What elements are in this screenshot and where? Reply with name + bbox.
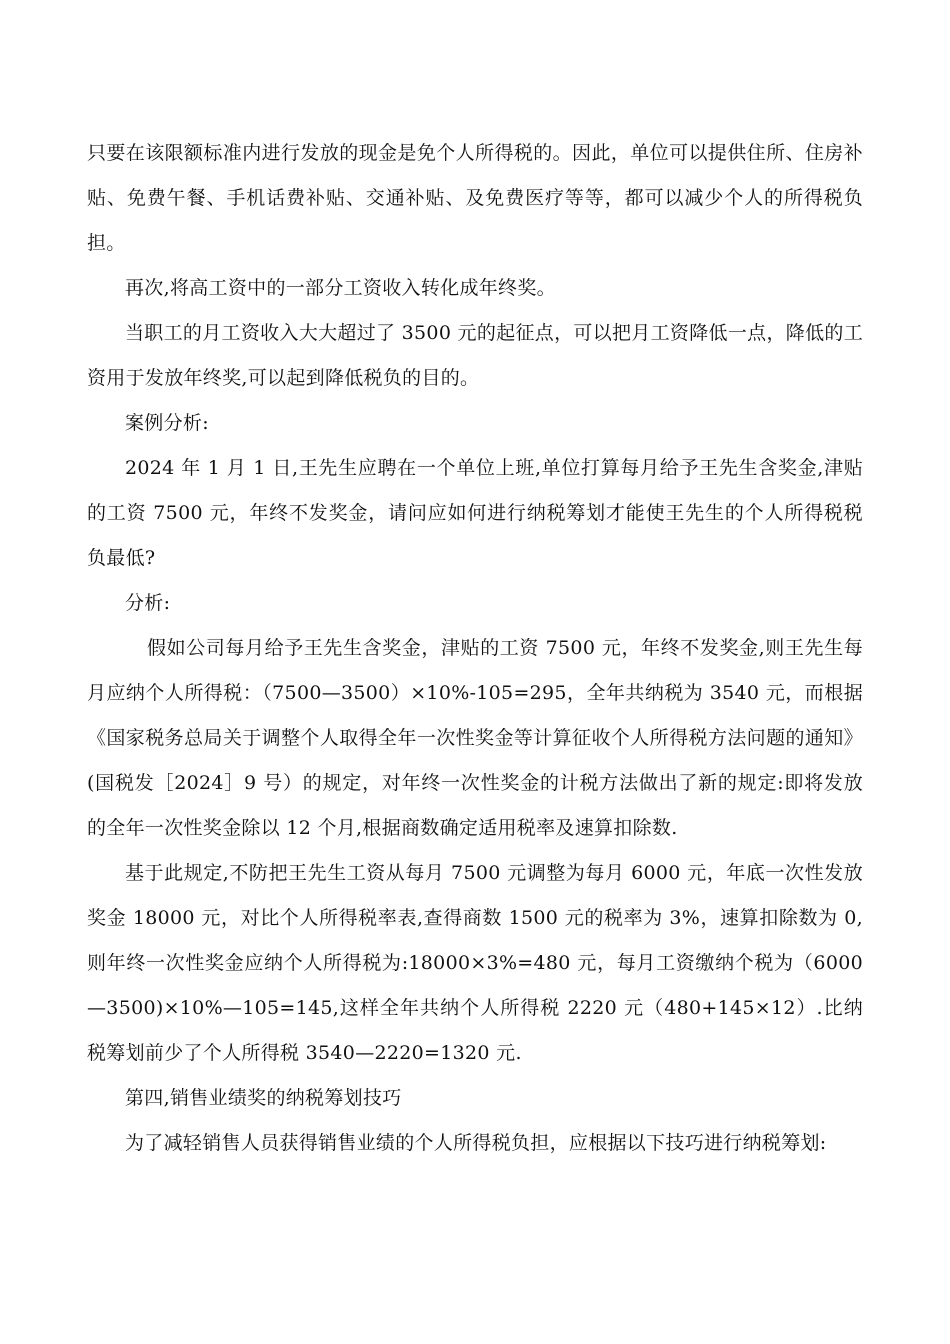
paragraph-salary-reduction: 当职工的月工资收入大大超过了 3500 元的起征点，可以把月工资降低一点，降低的工资用于发放年终奖,可以起到降低税负的目的。 (87, 322, 863, 389)
paragraph-sales-bonus-intro: 为了减轻销售人员获得销售业绩的个人所得税负担，应根据以下技巧进行纳税筹划: (125, 1132, 827, 1154)
heading-case-analysis: 案例分析: (125, 412, 209, 434)
paragraph-case-description: 2024 年 1 月 1 日,王先生应聘在一个单位上班,单位打算每月给予王先生含奖金,津贴的工资 7500 元，年终不发奖金，请问应如何进行纳税筹划才能使王先生的个人所得税税负最低? (87, 457, 863, 569)
paragraph-adjusted-plan: 基于此规定,不防把王先生工资从每月 7500 元调整为每月 6000 元，年底一次性发放奖金 18000 元，对比个人所得税率表,查得商数 1500 元的税率为 3%，速算扣除数为 0,则年终一次性奖金应纳个人所得税为:18000×3%=480 元，每月工资缴纳个税为（6000—3500)×10%—105=145,这样全年共纳个人所得税 2220 元（480+145×12）.比纳税筹划前少了个人所得税 3540—2220=1320 元. (87, 862, 863, 1064)
heading-sales-bonus-planning: 第四,销售业绩奖的纳税筹划技巧 (125, 1087, 402, 1109)
document-body (87, 131, 863, 1166)
paragraph-year-end-bonus-conversion: 再次,将高工资中的一部分工资收入转化成年终奖。 (125, 277, 556, 299)
heading-analysis: 分析: (125, 592, 171, 614)
paragraph-analysis-calculation: 假如公司每月给予王先生含奖金，津贴的工资 7500 元，年终不发奖金,则王先生每月应纳个人所得税：（7500—3500）×10%-105=295，全年共纳税为 3540 元，而根据《国家税务总局关于调整个人取得全年一次性奖金等计算征收个人所得税方法问题的通知》(国税发［2024］9 号）的规定，对年终一次性奖金的计税方法做出了新的规定:即将发放的全年一次性奖金除以 12 个月,根据商数确定适用税率及速算扣除数. (87, 637, 863, 839)
paragraph-exempt-cash: 只要在该限额标准内进行发放的现金是免个人所得税的。因此，单位可以提供住所、住房补贴、免费午餐、手机话费补贴、交通补贴、及免费医疗等等，都可以减少个人的所得税负担。 (87, 142, 863, 254)
